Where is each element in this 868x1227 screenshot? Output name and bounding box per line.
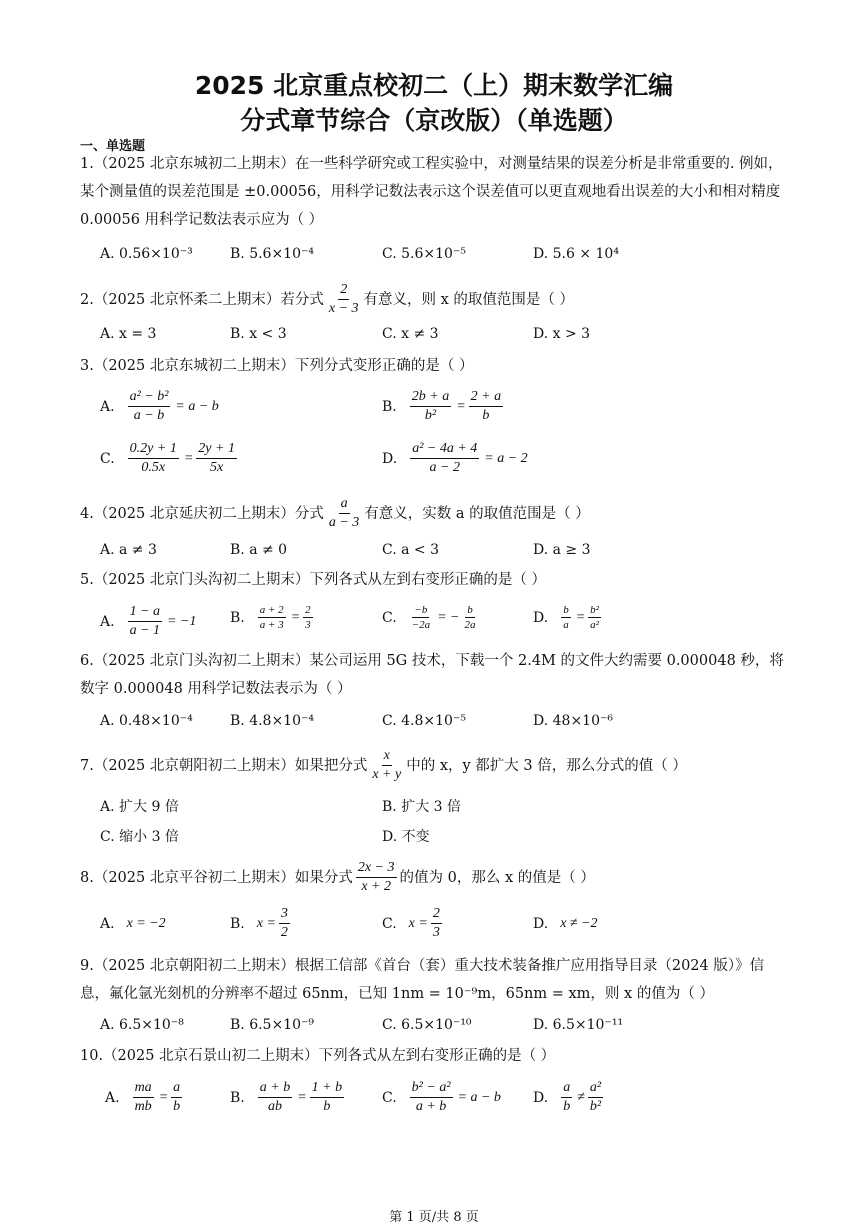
page-title: 2025 北京重点校初二（上）期末数学汇编	[194, 71, 674, 100]
fraction-numerator: a² − b²	[128, 389, 171, 407]
option-label: C.	[382, 1089, 397, 1106]
question-2-option-c[interactable]: C. x ≠ 3	[382, 326, 439, 342]
question-9-text: 9.（2025 北京朝阳初二上期末）根据工信部《首台（套）重大技术装备推广应用指导目录（2024 版）》信息，氟化氩光刻机的分辨率不超过 65nm，已知 1nm = 10⁻⁹m，65nm = xm，则 x 的值为（ ）	[80, 958, 765, 1002]
option-label: C.	[382, 915, 397, 932]
option-label: D.	[382, 450, 398, 467]
question-4-option-a[interactable]: A. a ≠ 3	[100, 542, 157, 558]
option-label: B.	[382, 398, 397, 415]
fraction-denominator: b	[323, 1099, 331, 1114]
option-label: B.	[230, 915, 245, 932]
fraction-denominator: a − b	[133, 408, 165, 423]
fraction-denominator: x − 3	[328, 301, 359, 316]
option-rest: =	[183, 450, 194, 466]
question-1-text: 1.（2025 北京东城初二上期末）在一些科学研究或工程实验中，对测量结果的误差分析是非常重要的. 例如，某个测量值的误差范围是 ±0.00056，用科学记数法表示这个误差值可以更直观地看出误差的大小和相对精度 0.00056 用科学记数法表示应为（ ）	[80, 156, 783, 228]
option-text: x =	[408, 915, 428, 931]
fraction-numerator: a	[171, 1080, 182, 1098]
question-1-option-d[interactable]: D. 5.6 × 10⁴	[533, 246, 619, 262]
fraction-numerator: x	[382, 748, 392, 766]
question-2-fraction	[327, 282, 361, 317]
question-7-fraction	[370, 748, 403, 783]
question-3-text: 3.（2025 北京东城初二上期末）下列分式变形正确的是（ ）	[80, 358, 474, 374]
question-10-option-b[interactable]	[230, 1080, 347, 1115]
page-subtitle: 分式章节综合（京改版）（单选题）	[240, 106, 628, 135]
question-10-option-d[interactable]	[533, 1080, 606, 1115]
fraction-denominator: a²	[590, 619, 599, 631]
fraction-denominator: 5x	[210, 460, 224, 475]
fraction-denominator: b	[173, 1099, 181, 1114]
fraction-numerator: ma	[133, 1080, 154, 1098]
question-2-option-b[interactable]: B. x < 3	[230, 326, 287, 342]
fraction-numerator: a	[561, 1080, 572, 1098]
option-rest: ≠	[577, 1089, 585, 1105]
question-4-option-c[interactable]: C. a < 3	[382, 542, 439, 558]
option-label: D.	[533, 609, 549, 626]
fraction-denominator: a	[563, 619, 569, 631]
option-label: A.	[100, 916, 115, 932]
question-5-option-d[interactable]	[533, 604, 604, 631]
question-8-option-a[interactable]	[100, 916, 166, 932]
fraction-denominator: 3	[305, 619, 311, 631]
section-title: 一、单选题	[80, 139, 146, 154]
question-9-option-c[interactable]: C. 6.5×10⁻¹⁰	[382, 1017, 472, 1033]
fraction-numerator: a² − 4a + 4	[410, 441, 479, 459]
question-7-text-before: 7.（2025 北京朝阳初二上期末）如果把分式	[80, 757, 368, 774]
fraction-numerator: b² − a²	[410, 1080, 453, 1098]
option-label: A.	[100, 613, 115, 630]
option-rest: = a − 2	[484, 450, 528, 466]
question-4-fraction	[327, 496, 361, 531]
fraction-numerator: b	[563, 604, 569, 616]
fraction-numerator: 2	[338, 282, 349, 300]
option-label: A.	[105, 1089, 120, 1106]
question-7-text-after: 中的 x，y 都扩大 3 倍，那么分式的值（ ）	[406, 757, 687, 774]
question-2-text	[80, 282, 792, 317]
fraction-numerator: 1 − a	[128, 604, 162, 622]
fraction-denominator: 0.5x	[141, 460, 166, 475]
question-4-option-b[interactable]: B. a ≠ 0	[230, 542, 288, 558]
fraction-denominator: x + y	[372, 767, 402, 782]
option-text: x = −2	[126, 916, 166, 931]
fraction-denominator: b	[563, 1099, 571, 1114]
question-6-text: 6.（2025 北京门头沟初二上期末）某公司运用 5G 技术，下载一个 2.4M 的文件大约需要 0.000048 秒，将数字 0.000048 用科学记数法表示为（ ）	[80, 653, 784, 697]
fraction-denominator: b²	[424, 408, 437, 423]
question-3-option-a[interactable]	[100, 389, 219, 424]
option-label: A.	[100, 398, 115, 415]
question-9-option-b[interactable]: B. 6.5×10⁻⁹	[230, 1017, 314, 1033]
fraction-numerator: 2	[305, 604, 311, 616]
option-text: x ≠ −2	[560, 916, 598, 931]
fraction-numerator: b²	[590, 604, 599, 616]
question-5-option-c[interactable]	[382, 604, 481, 631]
fraction-denominator: a − 2	[429, 460, 460, 475]
question-8-fraction	[356, 860, 397, 895]
fraction-numerator: 2b + a	[410, 389, 451, 407]
question-10-text: 10.（2025 北京石景山初二上期末）下列各式从左到右变形正确的是（ ）	[80, 1048, 556, 1064]
fraction-denominator: a + b	[415, 1099, 447, 1114]
fraction-numerator: 2x − 3	[356, 860, 397, 878]
question-2-option-d[interactable]: D. x > 3	[533, 326, 591, 342]
fraction-denominator: b	[482, 408, 490, 423]
fraction-denominator: a − 1	[129, 623, 161, 638]
question-1-option-a[interactable]: A. 0.56×10⁻³	[100, 246, 193, 262]
question-3-option-b[interactable]	[382, 389, 506, 424]
question-2-text-after: 有意义，则 x 的取值范围是（ ）	[363, 291, 575, 308]
question-2-option-a[interactable]: A. x = 3	[100, 326, 157, 342]
question-8-option-c[interactable]	[382, 906, 445, 941]
question-3-option-c[interactable]	[100, 441, 240, 476]
fraction-numerator: 1 + b	[310, 1080, 344, 1098]
fraction-denominator: 3	[432, 925, 440, 940]
fraction-numerator: 2 + a	[469, 389, 503, 407]
question-4-option-d[interactable]: D. a ≥ 3	[533, 542, 591, 558]
option-rest: =	[456, 398, 466, 414]
fraction-numerator: 2	[431, 906, 442, 924]
option-rest: = −	[437, 609, 460, 625]
question-8-text	[80, 860, 792, 895]
option-label: C.	[382, 609, 397, 626]
fraction-numerator: a	[339, 496, 350, 514]
fraction-denominator: 2a	[464, 619, 476, 631]
question-8-text-after: 的值为 0，那么 x 的值是（ ）	[399, 869, 595, 886]
fraction-denominator: a − 3	[328, 515, 360, 530]
fraction-denominator: b²	[589, 1099, 602, 1114]
question-1-option-c[interactable]: C. 5.6×10⁻⁵	[382, 246, 466, 262]
question-7-option-a[interactable]: A. 扩大 9 倍	[100, 799, 179, 815]
question-6-option-a[interactable]: A. 0.48×10⁻⁴	[100, 713, 193, 729]
question-10-option-c[interactable]	[382, 1080, 501, 1115]
fraction-denominator: mb	[134, 1099, 152, 1114]
question-8-option-b[interactable]	[230, 906, 293, 941]
option-label: B.	[230, 609, 245, 626]
option-rest: = a − b	[457, 1089, 501, 1105]
fraction-numerator: a + 2	[259, 604, 284, 616]
fraction-denominator: x + 2	[361, 879, 392, 894]
question-7-option-b[interactable]: B. 扩大 3 倍	[382, 799, 461, 815]
question-6-option-d[interactable]: D. 48×10⁻⁶	[533, 713, 613, 729]
fraction-denominator: ab	[267, 1099, 282, 1114]
question-5-option-a[interactable]	[100, 604, 196, 639]
question-4-text-after: 有意义，实数 a 的取值范围是（ ）	[364, 505, 590, 522]
option-label: D.	[533, 916, 549, 932]
fraction-numerator: 2y + 1	[196, 441, 237, 459]
question-7-text	[80, 748, 792, 783]
option-label: C.	[100, 450, 115, 467]
fraction-denominator: a + 3	[259, 619, 284, 631]
question-9-option-a[interactable]: A. 6.5×10⁻⁸	[100, 1017, 184, 1033]
question-7-option-c[interactable]: C. 缩小 3 倍	[100, 829, 179, 845]
option-rest: =	[158, 1089, 169, 1105]
question-9-option-d[interactable]: D. 6.5×10⁻¹¹	[533, 1017, 624, 1033]
question-4-text-before: 4.（2025 北京延庆初二上期末）分式	[80, 505, 324, 522]
fraction-numerator: 3	[279, 906, 290, 924]
fraction-numerator: b	[467, 604, 473, 616]
question-3-option-d[interactable]	[382, 441, 528, 476]
option-rest: =	[575, 609, 586, 625]
option-text: x =	[256, 915, 276, 931]
page-footer: 第 1 页/共 8 页	[389, 1210, 479, 1225]
fraction-numerator: −b	[414, 604, 428, 616]
question-1-option-b[interactable]: B. 5.6×10⁻⁴	[230, 246, 314, 262]
question-8-text-before: 8.（2025 北京平谷初二上期末）如果分式	[80, 869, 353, 886]
fraction-numerator: a + b	[258, 1080, 292, 1098]
fraction-denominator: 2	[280, 925, 288, 940]
option-label: D.	[533, 1089, 549, 1106]
fraction-denominator: −2a	[411, 619, 431, 631]
option-rest: =	[290, 609, 301, 625]
fraction-numerator: a²	[588, 1080, 603, 1098]
option-rest: =	[297, 1089, 307, 1105]
question-5-text: 5.（2025 北京门头沟初二上期末）下列各式从左到右变形正确的是（ ）	[80, 572, 546, 588]
question-6-option-c[interactable]: C. 4.8×10⁻⁵	[382, 713, 466, 729]
question-5-option-b[interactable]	[230, 604, 316, 631]
question-2-text-before: 2.（2025 北京怀柔二上期末）若分式	[80, 291, 324, 308]
question-10-option-a[interactable]	[105, 1080, 185, 1115]
option-rest: = a − b	[175, 398, 219, 414]
option-label: B.	[230, 1089, 245, 1106]
option-rest: = −1	[167, 613, 197, 629]
question-8-option-d[interactable]	[533, 916, 598, 932]
fraction-numerator: 0.2y + 1	[128, 441, 179, 459]
question-4-text	[80, 496, 792, 531]
question-7-option-d[interactable]: D. 不变	[382, 829, 430, 845]
question-6-option-b[interactable]: B. 4.8×10⁻⁴	[230, 713, 314, 729]
